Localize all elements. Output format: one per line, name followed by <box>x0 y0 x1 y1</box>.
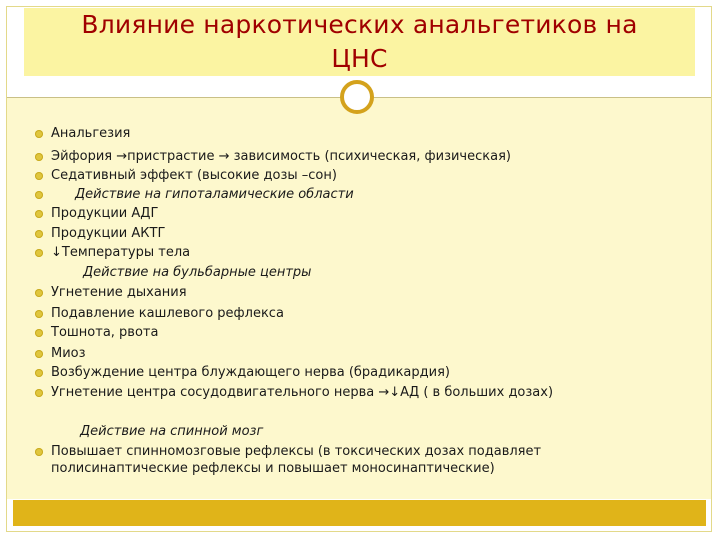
bullet-icon <box>35 329 43 337</box>
bullet-icon <box>35 172 43 180</box>
bullet-icon <box>35 130 43 138</box>
bullet-icon <box>35 310 43 318</box>
section-heading: Действие на спинной мозг <box>80 424 264 439</box>
list-item: Миоз <box>51 346 86 361</box>
bottom-band <box>13 500 706 526</box>
list-item: Угнетение центра сосудодвигательного нерва →↓АД ( в больших дозах) <box>51 385 554 400</box>
slide-title-line-2: ЦНС <box>331 44 388 73</box>
bullet-icon <box>35 210 43 218</box>
slide-title <box>24 8 695 76</box>
section-heading: Действие на гипоталамические области <box>75 187 354 202</box>
bullet-icon <box>35 249 43 257</box>
bullet-icon <box>35 191 43 199</box>
list-item: Продукции АДГ <box>51 206 159 221</box>
bullet-icon <box>35 289 43 297</box>
bullet-icon <box>35 153 43 161</box>
bullet-icon <box>35 350 43 358</box>
bullet-icon <box>35 389 43 397</box>
bullet-icon <box>35 230 43 238</box>
ring-ornament-icon <box>340 80 374 114</box>
list-item: Продукции АКТГ <box>51 226 166 241</box>
bullet-icon <box>35 448 43 456</box>
list-item: ↓Температуры тела <box>51 245 191 260</box>
list-item: Подавление кашлевого рефлекса <box>51 306 284 321</box>
list-item: Эйфория →пристрастие → зависимость (психическая, физическая) <box>51 149 511 164</box>
list-item: Седативный эффект (высокие дозы –сон) <box>51 168 337 183</box>
list-item: Тошнота, рвота <box>51 325 159 340</box>
slide-title-line-1: Влияние наркотических анальгетиков на <box>81 10 638 39</box>
section-heading: Действие на бульбарные центры <box>83 265 312 280</box>
list-item: Анальгезия <box>51 126 131 141</box>
list-item: Возбуждение центра блуждающего нерва (брадикардия) <box>51 365 450 380</box>
list-item: Угнетение дыхания <box>51 285 187 300</box>
bullet-icon <box>35 369 43 377</box>
list-item: Повышает спинномозговые рефлексы (в токсических дозах подавляет <box>51 444 542 459</box>
list-item: полисинаптические рефлексы и повышает моносинаптические) <box>51 461 495 476</box>
